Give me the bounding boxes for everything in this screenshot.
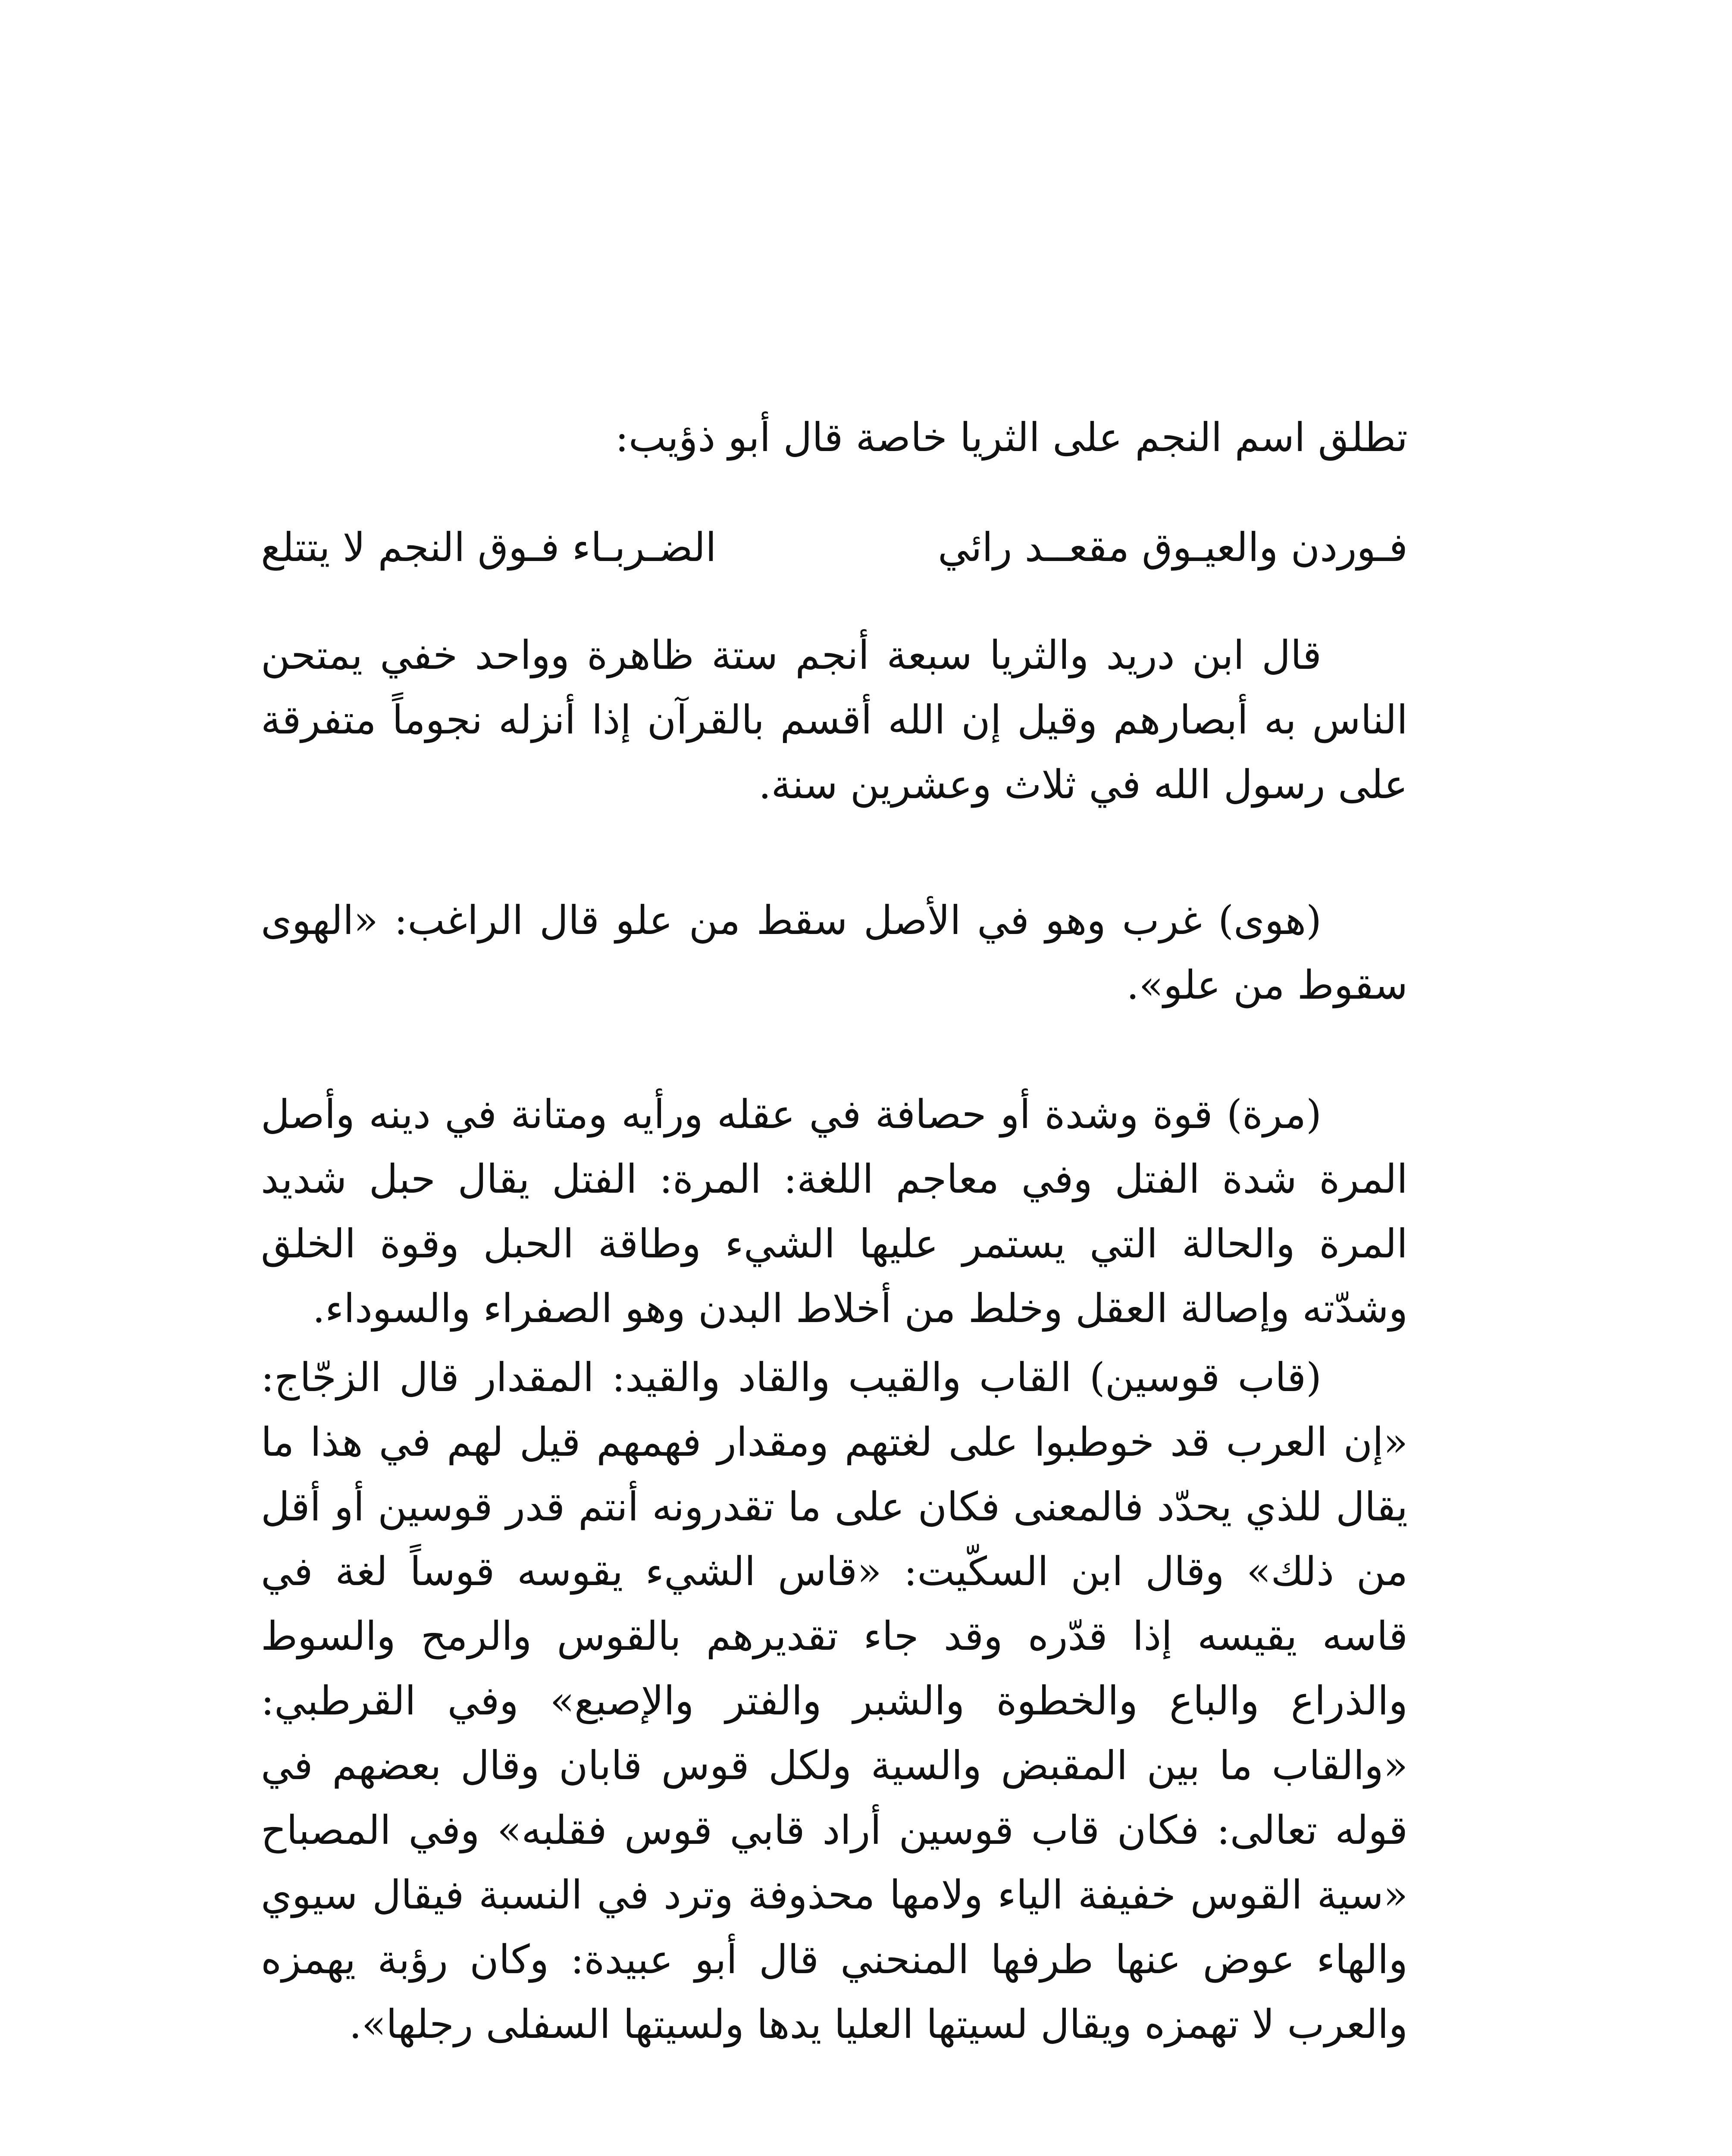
paragraph-mirra: (مرة) قوة وشدة أو حصافة في عقله ورأيه ومتانة في دينه وأصل المرة شدة الفتل وفي معاجم اللغة: المرة: الفتل يقال حبل شديد المرة والحالة التي يستمر عليها الشيء وطاقة الحبل وقوة الخلق وشدّته وإصالة العقل وخلط من أخلاط البدن وهو الصفراء والسوداء.: [261, 1091, 1408, 1332]
paragraph-hawa: (هوى) غرب وهو في الأصل سقط من علو قال الراغب: «الهوى سقوط من علو».: [261, 897, 1408, 1008]
paragraph-qab-qawsayn: (قاب قوسين) القاب والقيب والقاد والقيد: المقدار قال الزجّاج: «إن العرب قد خوطبوا على لغتهم ومقدار فهمهم قيل لهم في هذا ما يقال للذي يحدّد فالمعنى فكان على ما تقدرونه أنتم قدر قوسين أو أقل من ذلك» وقال ابن السكّيت: «قاس الشيء يقوسه قوساً لغة في قاسه يقيسه إذا قدّره وقد جاء تقديرهم بالقوس والرمح والسوط والذراع والباع والخطوة والشبر والفتر والإصبع» وفي القرطبي: «والقاب ما بين المقبض والسية ولكل قوس قابان وقال بعضهم في قوله تعالى: فكان قاب قوسين أراد قابي قوس فقلبه» وفي المصباح «سية القوس خفيفة الياء ولامها محذوفة وترد في النسبة فيقال سيوي والهاء عوض عنها طرفها المنحني قال أبو عبيدة: وكان رؤبة يهمزه والعرب لا تهمزه ويقال لسيتها العليا يدها ولسيتها السفلى رجلها».: [261, 1354, 1408, 2047]
verse-first-hemistich: فـوردن والعيـوق مقعــد رائي: [938, 524, 1408, 570]
paragraph-najm: قال ابن دريد والثريا سبعة أنجم ستة ظاهرة وواحد خفي يمتحن الناس به أبصارهم وقيل إن الله أقسم بالقرآن إذا أنزله نجوماً متفرقة على رسول الله في ثلاث وعشرين سنة.: [261, 632, 1408, 808]
verse-second-hemistich: الضـربـاء فـوق النجم لا يتتلع: [261, 524, 717, 570]
intro-line: تطلق اسم النجم على الثريا خاصة قال أبو ذؤيب:: [615, 414, 1408, 461]
poetry-verse: [261, 515, 1408, 580]
